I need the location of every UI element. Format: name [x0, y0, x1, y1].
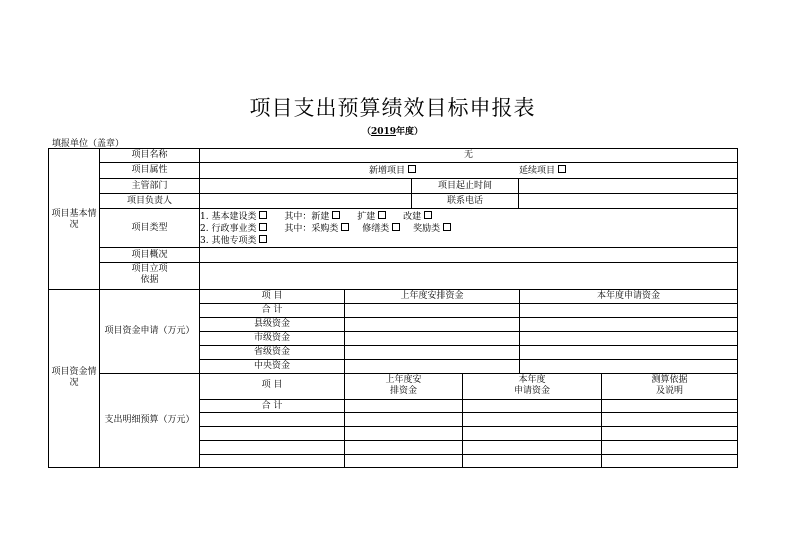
detail-header-curr-line2: 申请资金	[513, 386, 550, 396]
apply-row-central: 中央资金	[253, 361, 290, 371]
checkbox-icon[interactable]	[424, 211, 432, 219]
detail-header-basis-line1: 测算依据	[651, 375, 688, 385]
type-repair: 修缮类	[362, 224, 390, 234]
type-line-3	[200, 235, 267, 247]
period-label: 项目起止时间	[437, 181, 492, 191]
attr-cont-label: 延续项目	[519, 166, 556, 176]
attr-cont-option[interactable]	[519, 165, 566, 177]
checkbox-icon[interactable]	[332, 211, 340, 219]
section-funding-line1: 项目资金情	[51, 367, 97, 377]
type-reward: 奖励类	[413, 224, 441, 234]
checkbox-icon[interactable]	[392, 223, 400, 231]
checkbox-icon[interactable]	[259, 223, 267, 231]
year-rest: 年度）	[396, 127, 424, 137]
declaration-form	[48, 148, 738, 468]
section-basic-label	[49, 209, 99, 231]
year-open: （	[361, 127, 371, 137]
type-basic-construction: 1. 基本建设类	[200, 212, 257, 222]
detail-label: 支出明细预算（万元）	[104, 415, 195, 425]
apply-row-total: 合 计	[261, 305, 283, 315]
apply-row-province: 省级资金	[253, 347, 290, 357]
apply-row-city: 市级资金	[253, 333, 290, 343]
section-funding-line2: 况	[69, 378, 79, 388]
type-expansion: 扩建	[357, 212, 376, 222]
detail-header-prev-line1: 上年度安	[385, 375, 422, 385]
apply-label: 项目资金申请（万元）	[104, 326, 195, 336]
checkbox-icon[interactable]	[259, 235, 267, 243]
project-attr-label: 项目属性	[131, 165, 168, 175]
basis-label	[100, 264, 199, 286]
detail-header-curr	[463, 375, 601, 397]
attr-new-option[interactable]	[369, 165, 416, 177]
detail-header-curr-line1: 本年度	[518, 375, 546, 385]
apply-header-curr: 本年度申请资金	[596, 291, 660, 301]
project-name-value[interactable]: 无	[463, 150, 473, 160]
attr-new-label: 新增项目	[369, 166, 406, 176]
section-basic-line1: 项目基本情	[51, 209, 97, 219]
detail-header-prev	[345, 375, 462, 397]
detail-header-prev-line2: 排资金	[389, 386, 417, 396]
apply-header-item: 项 目	[261, 291, 283, 301]
type-administrative: 2. 行政事业类	[200, 224, 257, 234]
section-basic-line2: 况	[69, 220, 79, 230]
checkbox-icon[interactable]	[378, 211, 386, 219]
type-new-build: 其中：新建	[284, 212, 330, 222]
apply-header-prev: 上年度安排资金	[400, 291, 464, 301]
type-line-2	[200, 223, 451, 235]
project-type-label: 项目类型	[131, 223, 168, 233]
dept-label: 主管部门	[131, 181, 168, 191]
overview-label: 项目概况	[131, 250, 168, 260]
year-value: 2019	[370, 127, 397, 137]
type-other: 3. 其他专项类	[200, 236, 257, 246]
type-renovation: 改建	[403, 212, 422, 222]
detail-header-basis	[602, 375, 737, 397]
basis-label-line1: 项目立项	[131, 264, 168, 274]
checkbox-icon[interactable]	[259, 211, 267, 219]
phone-label: 联系电话	[446, 196, 483, 206]
checkbox-icon[interactable]	[443, 223, 451, 231]
checkbox-icon[interactable]	[558, 165, 566, 173]
checkbox-icon[interactable]	[341, 223, 349, 231]
checkbox-icon[interactable]	[408, 165, 416, 173]
reporting-unit-label: 填报单位（盖章）	[52, 139, 125, 149]
detail-header-item: 项 目	[261, 380, 283, 390]
type-procurement: 其中：采购类	[284, 224, 339, 234]
basis-label-line2: 依据	[140, 275, 159, 285]
owner-label: 项目负责人	[126, 196, 172, 206]
section-funding-label	[49, 367, 99, 389]
type-line-1	[200, 211, 432, 223]
apply-row-county: 县级资金	[253, 319, 290, 329]
detail-row-total: 合 计	[261, 401, 283, 411]
detail-header-basis-line2: 及说明	[655, 386, 683, 396]
page-title: 项目支出预算绩效目标申报表	[249, 96, 536, 120]
project-name-label: 项目名称	[131, 150, 168, 160]
